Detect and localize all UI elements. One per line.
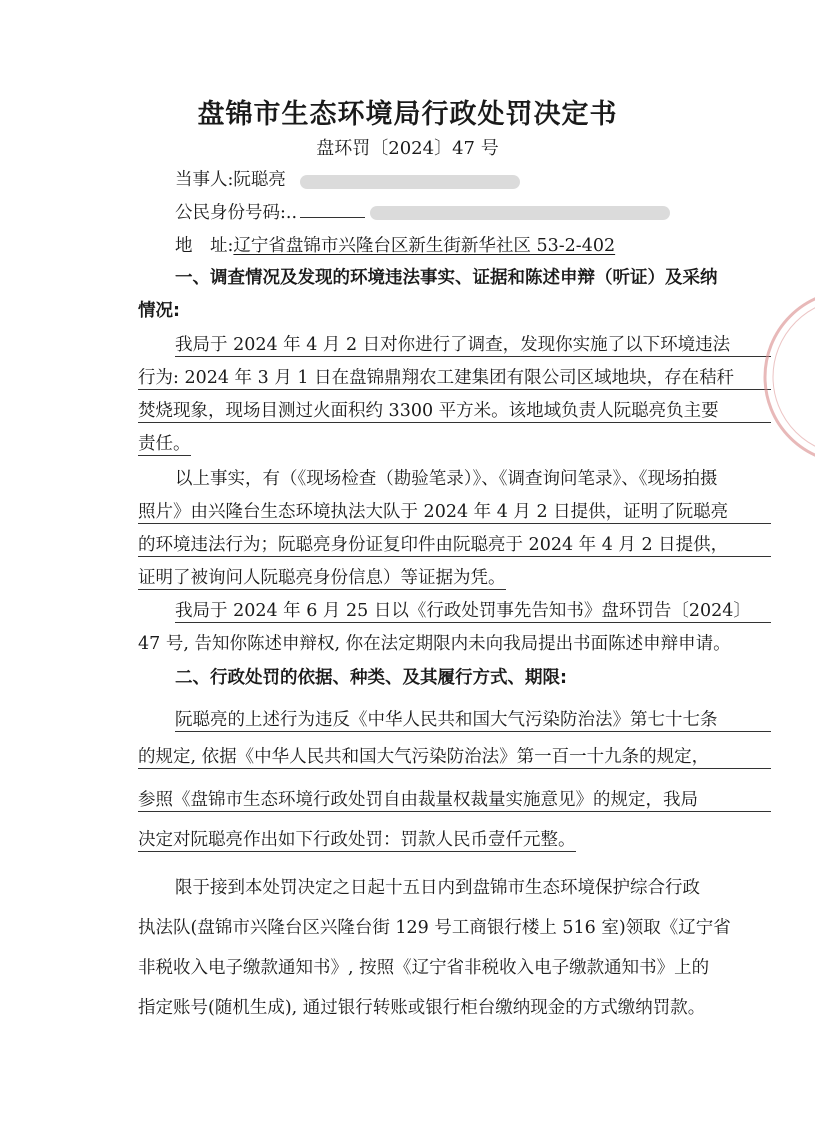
paragraph-line: 以上事实，有（《现场检查（勘验笔录）》、《调查询问笔录》、《现场拍摄: [175, 469, 718, 489]
redaction-mark: [300, 175, 520, 189]
paragraph-line: 责任。: [138, 434, 191, 454]
address-label: 地 址:: [175, 236, 234, 256]
paragraph-line: 行为: 2024 年 3 月 1 日在盘锦鼎翔农工建集团有限公司区域地块，存在秸秆: [138, 367, 771, 390]
official-seal-icon: [756, 282, 815, 472]
party-name: 阮聪亮: [233, 170, 286, 190]
id-label: 公民身份号码:: [175, 203, 286, 223]
paragraph-line: 的环境违法行为；阮聪亮身份证复印件由阮聪亮于 2024 年 4 月 2 日提供，: [138, 534, 771, 557]
paragraph-line: 限于接到本处罚决定之日起十五日内到盘锦市生态环境保护综合行政: [175, 878, 700, 898]
party-label: 当事人:: [175, 170, 234, 190]
section1-title-cont: 情况:: [138, 301, 180, 321]
paragraph-line: 我局于 2024 年 6 月 25 日以《行政处罚事先告知书》盘环罚告〔2024〕: [175, 600, 771, 623]
id-underline: [300, 217, 365, 218]
id-value: ..: [285, 203, 298, 223]
paragraph-line: 照片》由兴隆台生态环境执法大队于 2024 年 4 月 2 日提供，证明了阮聪亮: [138, 501, 771, 524]
redaction-mark: [370, 206, 670, 220]
section1-title: 一、调查情况及发现的环境违法事实、证据和陈述申辩（听证）及采纳: [175, 268, 718, 288]
paragraph-line: 执法队(盘锦市兴隆台区兴隆台街 129 号工商银行楼上 516 室)领取《辽宁省: [138, 918, 731, 938]
id-row: [175, 202, 297, 224]
paragraph-line: 证明了被询问人阮聪亮身份信息）等证据为凭。: [138, 568, 506, 588]
paragraph-line: 决定对阮聪亮作出如下行政处罚：罚款人民币壹仟元整。: [138, 830, 576, 850]
paragraph-line: 焚烧现象，现场目测过火面积约 3300 平方米。该地域负责人阮聪亮负主要: [138, 400, 771, 423]
section2-title: 二、行政处罚的依据、种类、及其履行方式、期限:: [175, 668, 567, 688]
paragraph-line: 47 号, 告知你陈述申辩权, 你在法定期限内未向我局提出书面陈述申辩申请。: [138, 634, 731, 654]
document-number: 盘环罚〔2024〕47 号: [316, 138, 499, 159]
paragraph-line: 非税收入电子缴款通知书》, 按照《辽宁省非税收入电子缴款通知书》上的: [138, 958, 710, 978]
paragraph-line: 阮聪亮的上述行为违反《中华人民共和国大气污染防治法》第七十七条: [175, 709, 771, 732]
paragraph-line: 参照《盘锦市生态环境行政处罚自由裁量权裁量实施意见》的规定，我局: [138, 789, 771, 812]
paragraph-line: 指定账号(随机生成), 通过银行转账或银行柜台缴纳现金的方式缴纳罚款。: [138, 998, 706, 1018]
paragraph-line: 的规定, 依据《中华人民共和国大气污染防治法》第一百一十九条的规定，: [138, 746, 771, 769]
paragraph-line: 我局于 2024 年 4 月 2 日对你进行了调查，发现你实施了以下环境违法: [175, 334, 771, 357]
party-row: [175, 169, 286, 191]
address-row: [175, 235, 615, 257]
page-title: 盘锦市生态环境局行政处罚决定书: [197, 99, 618, 130]
address-value: 辽宁省盘锦市兴隆台区新生街新华社区 53-2-402: [233, 236, 616, 256]
